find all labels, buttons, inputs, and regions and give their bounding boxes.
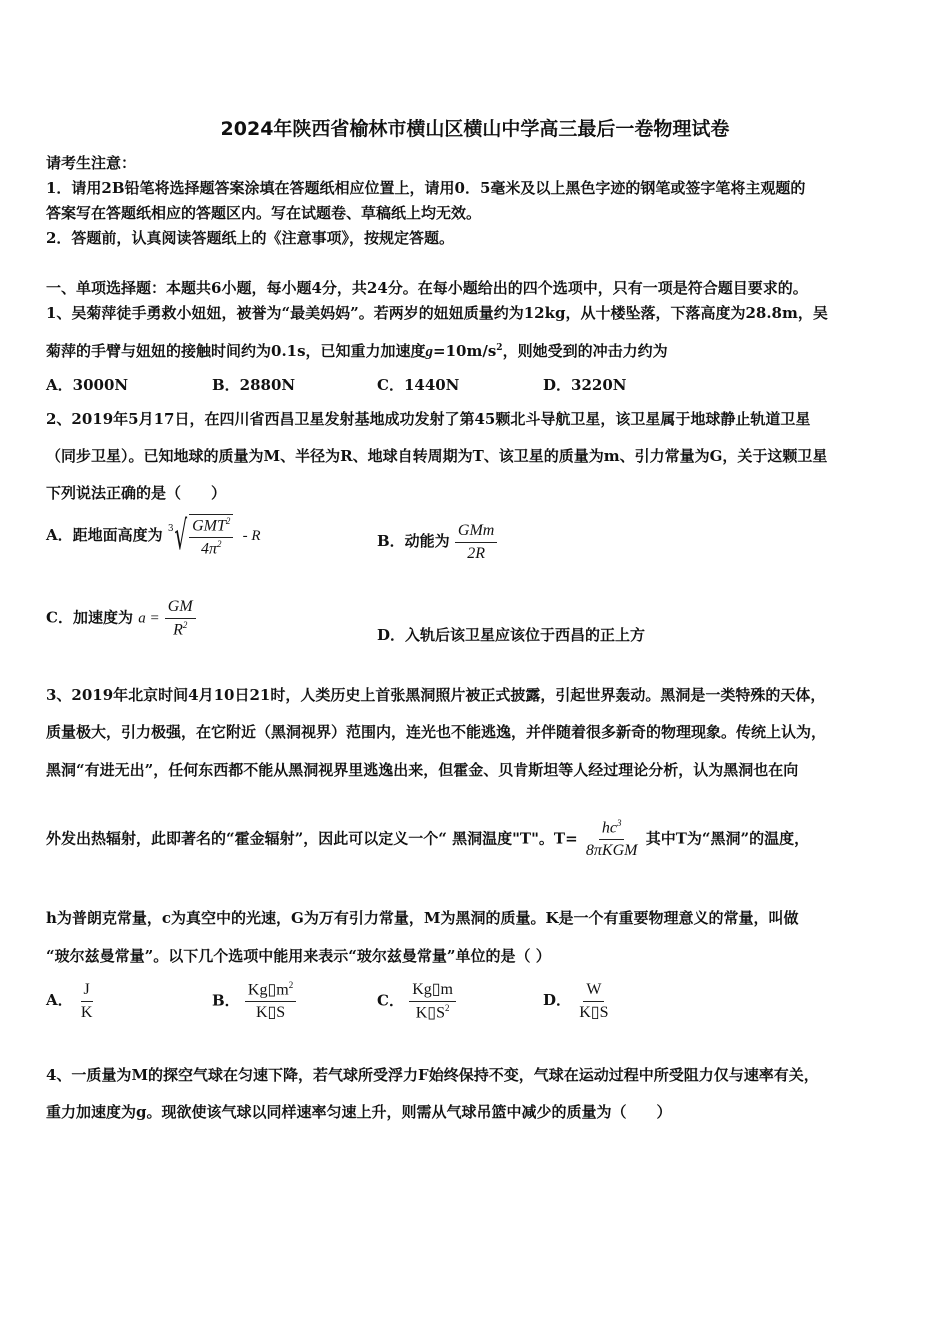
- q3-option-b: [212, 981, 296, 1022]
- q2-option-c-label: C．加速度为: [46, 608, 133, 627]
- q3-option-c: [377, 981, 456, 1022]
- q2-a-denominator: [198, 538, 225, 558]
- q3-option-a: [46, 981, 95, 1021]
- q2-b-denominator: 2R: [467, 544, 486, 562]
- q3-num-text: hc: [601, 819, 617, 837]
- q2-option-a-label: A．距地面高度为: [46, 525, 163, 544]
- q2-c-den-text: R: [173, 620, 183, 638]
- q2-a-num-sup: 2: [225, 516, 231, 526]
- q4-line-1: 4、一质量为M的探空气球在匀速下降，若气球所受浮力F始终保持不变，气球在运动过程中所受阻力仅与速率有关，: [46, 1066, 819, 1084]
- q1-text-c: ，则她受到的冲击力约为: [502, 342, 668, 360]
- q2-a-num-text: GMT: [192, 517, 226, 535]
- q3-a-fraction: [78, 981, 96, 1021]
- q3-line-4-a: 外发出热辐射，此即著名的“霍金辐射”，因此可以定义一个“ 黑洞温度"T"。T=: [46, 829, 578, 848]
- q3-line-4-b: 其中T为“黑洞”的温度，: [645, 829, 810, 848]
- q3-a-numerator: J: [81, 981, 93, 1002]
- q1-line-1: 1、吴菊萍徒手勇救小妞妞，被誉为“最美妈妈”。若两岁的妞妞质量约为12kg，从十楼坠落，下落高度为28.8m，吴: [46, 304, 828, 322]
- q2-a-tail: - R: [242, 527, 261, 544]
- q3-line-2: 质量极大，引力极强，在它附近（黑洞视界）范围内，连光也不能逃逸，并伴随着很多新奇的物理现象。传统上认为，: [46, 723, 827, 741]
- q3-c-den-text: K▯S: [415, 1003, 445, 1021]
- q3-line-6: “玻尔兹曼常量”。以下几个选项中能用来表示“玻尔兹曼常量”单位的是（ ）: [46, 947, 551, 965]
- q3-d-numerator: W: [583, 981, 604, 1002]
- q3-d-fraction: [576, 981, 611, 1021]
- q2-b-fraction: [455, 522, 497, 562]
- q2-option-a: [46, 514, 261, 558]
- q3-a-denominator: K: [80, 1003, 93, 1021]
- section-heading: 一、单项选择题：本题共6小题，每小题4分，共24分。在每小题给出的四个选项中，只有一项是符合题目要求的。: [46, 279, 808, 297]
- q2-option-b-label: B．动能为: [377, 532, 450, 551]
- q2-c-numerator: GM: [165, 598, 196, 619]
- q3-option-d-label: D．: [543, 991, 572, 1010]
- q2-option-b: [377, 522, 497, 562]
- q1-option-b: B．2880N: [212, 376, 296, 394]
- q3-option-b-label: B．: [212, 991, 240, 1010]
- q2-a-den-text: 4π: [200, 540, 217, 558]
- q3-b-num-text: Kg▯m: [247, 981, 289, 999]
- q1-text-a: 菊萍的手臂与妞妞的接触时间约为0.1s，已知重力加速度: [46, 342, 426, 360]
- q1-g-symbol: g: [425, 344, 434, 360]
- radicand: [189, 514, 233, 558]
- hawking-temperature-fraction: [583, 819, 641, 860]
- q2-c-a-symbol: a =: [138, 610, 160, 627]
- q3-b-fraction: [245, 981, 296, 1022]
- q3-b-num-sup: 2: [288, 980, 294, 990]
- q2-option-d: D．入轨后该卫星应该位于西昌的正上方: [377, 626, 646, 644]
- q3-b-denominator: K▯S: [255, 1003, 286, 1021]
- q4-line-2: 重力加速度为g。现欲使该气球以同样速率匀速上升，则需从气球吊篮中减少的质量为（ ）: [46, 1103, 672, 1121]
- q3-num-sup: 3: [616, 818, 622, 828]
- q3-denominator: 8πKGM: [585, 841, 638, 859]
- q2-c-denominator: [170, 619, 190, 639]
- radical-sign-icon: √: [173, 512, 187, 559]
- q3-option-a-label: A．: [46, 991, 73, 1010]
- root-index: 3: [167, 524, 174, 534]
- q2-line-3: 下列说法正确的是（ ）: [46, 484, 227, 502]
- notice-heading: 请考生注意：: [46, 154, 137, 172]
- q1-option-a: A．3000N: [46, 376, 129, 394]
- q1-line-2: [46, 340, 668, 361]
- q2-line-2: （同步卫星）。已知地球的质量为M、半径为R、地球自转周期为T、该卫星的质量为m、引力常量为G，关于这颗卫星: [46, 447, 828, 465]
- q3-option-d: [543, 981, 612, 1021]
- q1-text-b: =10m/s: [433, 342, 497, 360]
- q3-b-numerator: [245, 981, 296, 1002]
- q2-c-fraction: [165, 598, 196, 639]
- q3-c-fraction: [409, 981, 456, 1022]
- notice-line-1: 1．请用2B铅笔将选择题答案涂填在答题纸相应位置上，请用0．5毫米及以上黑色字迹的钢笔或签字笔将主观题的: [46, 179, 806, 197]
- cube-root-formula: [168, 514, 234, 558]
- q2-a-numerator: [189, 517, 233, 538]
- q1-option-d: D．3220N: [543, 376, 627, 394]
- q3-numerator: [599, 819, 625, 840]
- q3-line-4: [46, 819, 809, 860]
- q3-line-3: 黑洞“有进无出”，任何东西都不能从黑洞视界里逃逸出来，但霍金、贝肯斯坦等人经过理论分析，认为黑洞也在向: [46, 761, 799, 779]
- q2-option-c: [46, 598, 196, 639]
- q3-option-c-label: C．: [377, 991, 404, 1010]
- q2-c-den-sup: 2: [182, 619, 188, 630]
- q1-superscript: 2: [496, 343, 503, 353]
- notice-line-2: 答案写在答题纸相应的答题区内。写在试题卷、草稿纸上均无效。: [46, 204, 482, 222]
- page-title: 2024年陕西省榆林市横山区横山中学高三最后一卷物理试卷: [220, 118, 730, 140]
- q3-c-den-sup: 2: [444, 1002, 450, 1013]
- q2-a-fraction: [189, 517, 233, 558]
- q3-d-denominator: K▯S: [579, 1003, 609, 1021]
- q3-line-5: h为普朗克常量，c为真空中的光速，G为万有引力常量，M为黑洞的质量。K是一个有重要物理意义的常量，叫做: [46, 909, 799, 927]
- q3-line-1: 3、2019年北京时间4月10日21时，人类历史上首张黑洞照片被正式披露，引起世界轰动。黑洞是一类特殊的天体，: [46, 686, 826, 704]
- q3-c-numerator: Kg▯m: [409, 981, 456, 1002]
- q2-a-den-sup: 2: [217, 538, 222, 549]
- q2-line-1: 2、2019年5月17日，在四川省西昌卫星发射基地成功发射了第45颗北斗导航卫星，该卫星属于地球静止轨道卫星: [46, 410, 811, 428]
- q2-b-numerator: GMm: [455, 522, 497, 543]
- q1-option-c: C．1440N: [377, 376, 460, 394]
- q3-c-denominator: [413, 1002, 453, 1022]
- notice-line-3: 2．答题前，认真阅读答题纸上的《注意事项》，按规定答题。: [46, 229, 454, 247]
